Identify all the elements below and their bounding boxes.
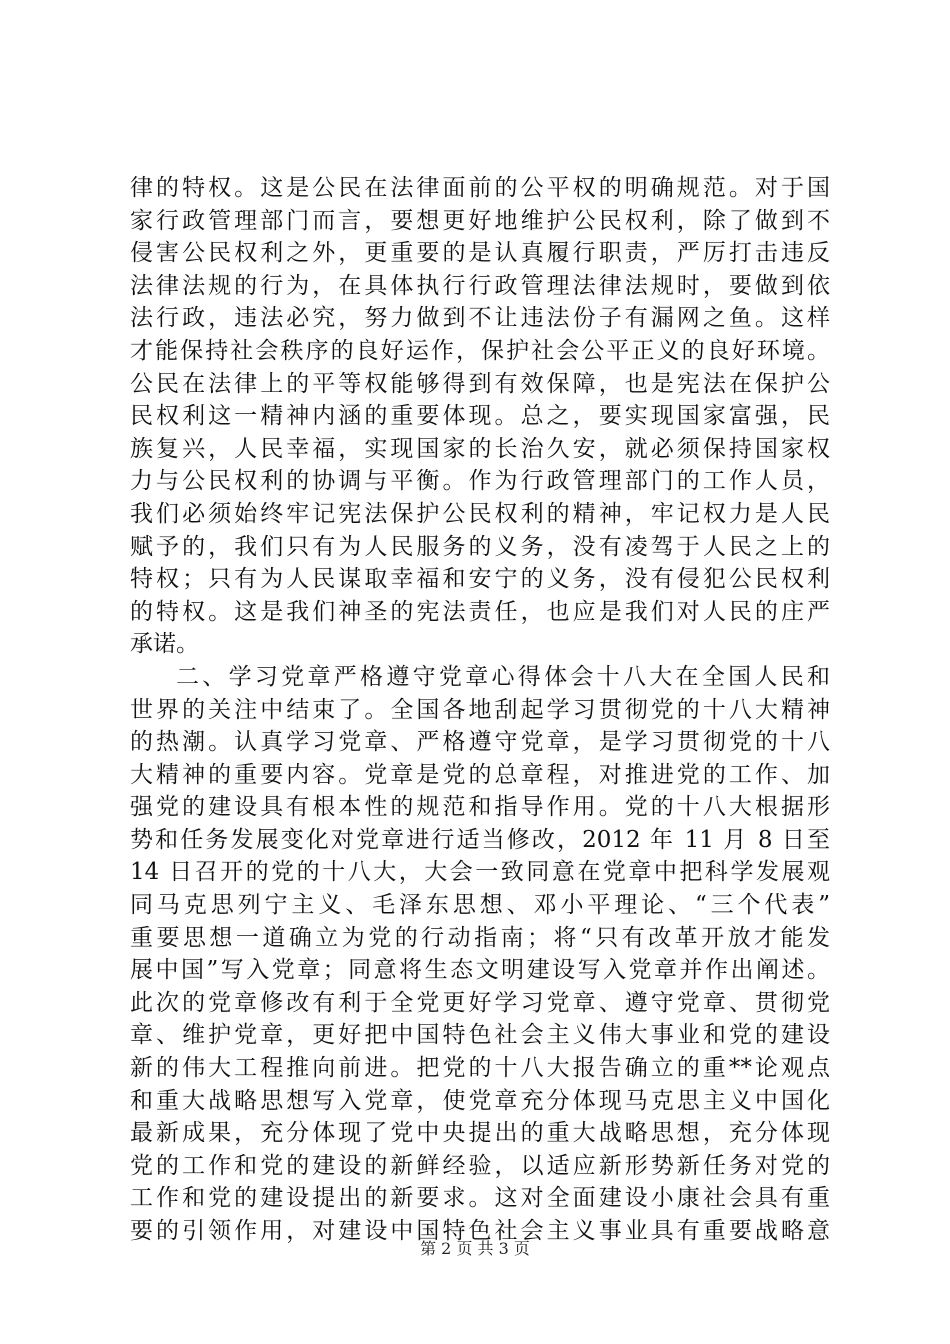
text-line: 党的工作和党的建设的新鲜经验，以适应新形势新任务对党的 [130, 1152, 830, 1179]
text-line: 世界的关注中结束了。全国各地刮起学习贯彻党的十八大精神 [130, 696, 830, 723]
text-line: 我们必须始终牢记宪法保护公民权利的精神，牢记权力是人民 [130, 500, 830, 527]
text-line: 赋予的，我们只有为人民服务的义务，没有凌驾于人民之上的 [130, 533, 830, 560]
text-line: 强党的建设具有根本性的规范和指导作用。党的十八大根据形 [130, 794, 830, 821]
text-line: 律的特权。这是公民在法律面前的公平权的明确规范。对于国 [130, 175, 830, 201]
text-line: 法行政，违法必究，努力做到不让违法份子有漏网之鱼。这样 [130, 305, 830, 332]
text-line: 家行政管理部门而言，要想更好地维护公民权利，除了做到不 [130, 207, 830, 234]
text-line: 14 日召开的党的十八大，大会一致同意在党章中把科学发展观 [130, 859, 830, 886]
paragraph-start-line: 二、学习党章严格遵守党章心得体会十八大在全国人民和 [176, 663, 830, 690]
text-line: 侵害公民权利之外，更重要的是认真履行职责，严厉打击违反 [130, 240, 830, 267]
text-line: 民权利这一精神内涵的重要体现。总之，要实现国家富强，民 [130, 403, 830, 430]
text-line: 此次的党章修改有利于全党更好学习党章、遵守党章、贯彻党 [130, 989, 830, 1016]
text-line: 族复兴，人民幸福，实现国家的长治久安，就必须保持国家权 [130, 435, 830, 462]
text-line: 法律法规的行为，在具体执行行政管理法律法规时，要做到依 [130, 272, 830, 299]
text-line: 重要思想一道确立为党的行动指南；将“只有改革开放才能发 [130, 924, 830, 951]
text-line: 和重大战略思想写入党章，使党章充分体现马克思主义中国化 [130, 1087, 830, 1114]
text-line: 同马克思列宁主义、毛泽东思想、邓小平理论、“三个代表” [130, 892, 830, 919]
text-line: 的热潮。认真学习党章、严格遵守党章，是学习贯彻党的十八 [130, 729, 830, 756]
body-text [130, 172, 830, 1248]
text-line: 要的引领作用，对建设中国特色社会主义事业具有重要战略意 [130, 1218, 830, 1244]
text-line: 大精神的重要内容。党章是党的总章程，对推进党的工作、加 [130, 761, 830, 788]
text-line: 工作和党的建设提出的新要求。这对全面建设小康社会具有重 [130, 1185, 830, 1212]
text-line: 章、维护党章，更好把中国特色社会主义伟大事业和党的建设 [130, 1022, 830, 1049]
text-line: 才能保持社会秩序的良好运作，保护社会公平正义的良好环境。 [130, 337, 830, 364]
text-line: 最新成果，充分体现了党中央提出的重大战略思想，充分体现 [130, 1120, 830, 1147]
text-line: 公民在法律上的平等权能够得到有效保障，也是宪法在保护公 [130, 370, 830, 397]
text-line: 的特权。这是我们神圣的宪法责任，也应是我们对人民的庄严 [130, 598, 830, 625]
text-line: 特权；只有为人民谋取幸福和安宁的义务，没有侵犯公民权利 [130, 566, 830, 593]
text-line: 承诺。 [130, 631, 199, 658]
text-line: 新的伟大工程推向前进。把党的十八大报告确立的重**论观点 [130, 1055, 830, 1082]
page-footer: 第 2 页 共 3 页 [420, 1239, 530, 1258]
text-line: 势和任务发展变化对党章进行适当修改，2012 年 11 月 8 日至 [130, 826, 830, 853]
text-line: 力与公民权利的协调与平衡。作为行政管理部门的工作人员， [130, 468, 830, 495]
text-line: 展中国”写入党章；同意将生态文明建设写入党章并作出阐述。 [130, 957, 830, 984]
